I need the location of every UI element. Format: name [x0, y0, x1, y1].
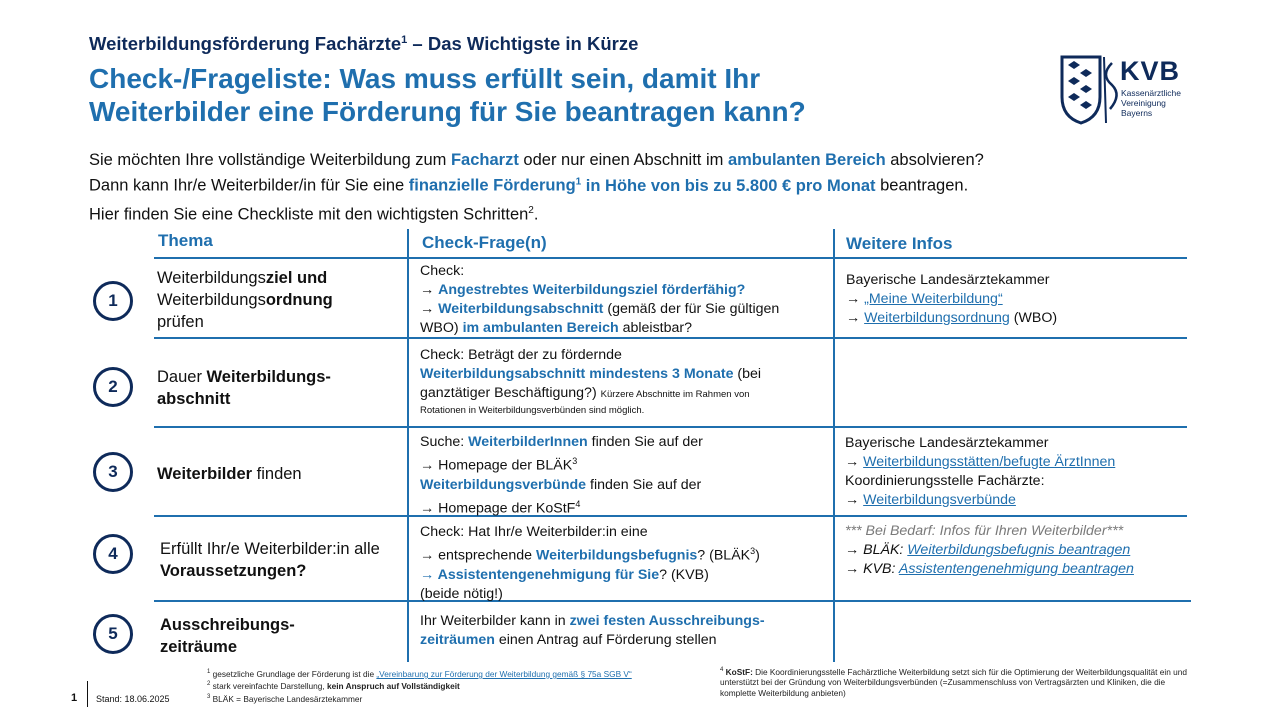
- weiterbildungsstaetten-link[interactable]: Weiterbildungsstätten/befugte ÄrztInnen: [863, 454, 1116, 470]
- intro-line-2: Dann kann Ihr/e Weiterbilder/in für Sie eine finanzielle Förderung$^1$ in Höhe von bis zu 5.800 € pro Monat beantragen.: [89, 176, 969, 195]
- row-5-topic: Ausschreibungs- zeiträume: [160, 616, 295, 656]
- column-divider-1: [407, 229, 409, 662]
- step-number-2: 2: [93, 367, 133, 407]
- row-3-info: Bayerische Landesärztekammer → Weiterbildungsstätten/befugte ÄrztInnen Koordinierungsstelle Fachärzte: → Weiterbildungsverbünde: [845, 435, 1116, 508]
- row-4-topic: Erfüllt Ihr/e Weiterbilder:in alle Voraussetzungen?: [160, 540, 380, 580]
- column-header-infos: Weitere Infos: [846, 234, 953, 253]
- page-subtitle: Weiterbildungsförderung Fachärzte$^1$ – Das Wichtigste in Kürze: [89, 33, 639, 54]
- row-4-info: *** Bei Bedarf: Infos für Ihren Weiterbilder*** → BLÄK: Weiterbildungsbefugnis beantragen → KVB: Assistentengenehmigung beantragen: [845, 523, 1134, 577]
- column-header-check: Check-Frage(n): [422, 233, 547, 252]
- title-line-1: Check-/Frageliste: Was muss erfüllt sein, damit Ihr: [89, 63, 761, 94]
- befugnis-beantragen-link[interactable]: Weiterbildungsbefugnis beantragen: [907, 542, 1131, 558]
- row-1-info: Bayerische Landesärztekammer → „Meine Weiterbildung“ → Weiterbildungsordnung (WBO): [846, 272, 1058, 326]
- row-1-topic: Weiterbildungsziel und Weiterbildungsordnung prüfen: [157, 269, 333, 331]
- row-2-check: Check: Beträgt der zu fördernde Weiterbildungsabschnitt mindestens 3 Monate (bei ganztätiger Beschäftigung?) Kürzere Abschnitte im Rahmen von Rotationen in Weiterbildungsverbünden sind möglich.: [420, 347, 762, 416]
- footnotes-left: $^1$ gesetzliche Grundlage der Förderung ist die „Vereinbarung zur Förderung der Weiterbildung gemäß § 75a SGB V“ $^2$ stark vereinfachte Darstellung, kein Anspruch auf Vollständigkeit $^3$ BLÄK = Bayerische Landesärztekammer: [207, 668, 632, 704]
- row-divider-header: [154, 257, 1187, 259]
- row-4-check: Check: Hat Ihr/e Weiterbilder:in eine → entsprechende Weiterbildungsbefugnis? $(BLÄK^3)$ → Assistentengenehmigung für Sie? (KVB) (beide nötig!): [420, 524, 760, 602]
- meine-weiterbildung-link[interactable]: „Meine Weiterbildung“: [864, 291, 1003, 307]
- stand-date: Stand: 18.06.2025: [96, 694, 170, 704]
- row-5-check: Ihr Weiterbilder kann in zwei festen Ausschreibungs- zeiträumen einen Antrag auf Förderung stellen: [420, 613, 765, 648]
- logo-subtitle: Kassenärztliche Vereinigung Bayerns: [1121, 88, 1182, 118]
- step-number-1: 1: [93, 281, 133, 321]
- step-number-3: 3: [93, 452, 133, 492]
- weiterbildungsverbuende-link[interactable]: Weiterbildungsverbünde: [863, 492, 1016, 508]
- weiterbildungsordnung-link[interactable]: Weiterbildungsordnung: [864, 310, 1010, 326]
- vereinbarung-link[interactable]: „Vereinbarung zur Förderung der Weiterbildung gemäß § 75a SGB V“: [376, 668, 632, 679]
- logo-name: KVB: [1120, 56, 1181, 86]
- row-3-check: Suche: WeiterbilderInnen finden Sie auf der → Homepage der BLÄK$^3$ Weiterbildungsverbünde finden Sie auf der → Homepage der KoStF$^4$: [420, 434, 703, 517]
- step-number-4: 4: [93, 534, 133, 574]
- step-number-5: 5: [93, 614, 133, 654]
- row-divider-2: [154, 426, 1187, 428]
- column-header-thema: Thema: [158, 231, 213, 250]
- footnotes-right: $^4$ KoStF: Die Koordinierungsstelle Fachärztliche Weiterbildung setzt sich für die Optimierung der Weiterbildungsqualität ein und unterstützt bei der Gründung von Weiterbildungsverbünden (=Zusammenschluss von Vertragsärzten und Kliniken, die die komplette Weiterbildung anbieten): [720, 666, 1187, 698]
- row-2-topic: Dauer Weiterbildungs- abschnitt: [157, 368, 331, 408]
- intro-line-1: Sie möchten Ihre vollständige Weiterbildung zum Facharzt oder nur einen Abschnitt im ambulanten Bereich absolvieren?: [89, 151, 984, 169]
- row-3-topic: Weiterbilder finden: [157, 465, 302, 483]
- title-line-2: Weiterbilder eine Förderung für Sie beantragen kann?: [89, 96, 806, 127]
- footer-divider: [87, 681, 88, 707]
- intro-text: [89, 149, 984, 225]
- intro-line-3: Hier finden Sie eine Checkliste mit den wichtigsten Schritten$^2$.: [89, 204, 539, 223]
- row-1-check: Check: → Angestrebtes Weiterbildungsziel förderfähig? → Weiterbildungsabschnitt (gemäß der für Sie gültigen WBO) im ambulanten Bereich ableistbar?: [420, 263, 780, 336]
- page-title: [89, 62, 989, 128]
- page-number: 1: [71, 692, 78, 704]
- assistentengenehmigung-link[interactable]: Assistentengenehmigung beantragen: [898, 561, 1134, 577]
- column-divider-2: [833, 229, 835, 662]
